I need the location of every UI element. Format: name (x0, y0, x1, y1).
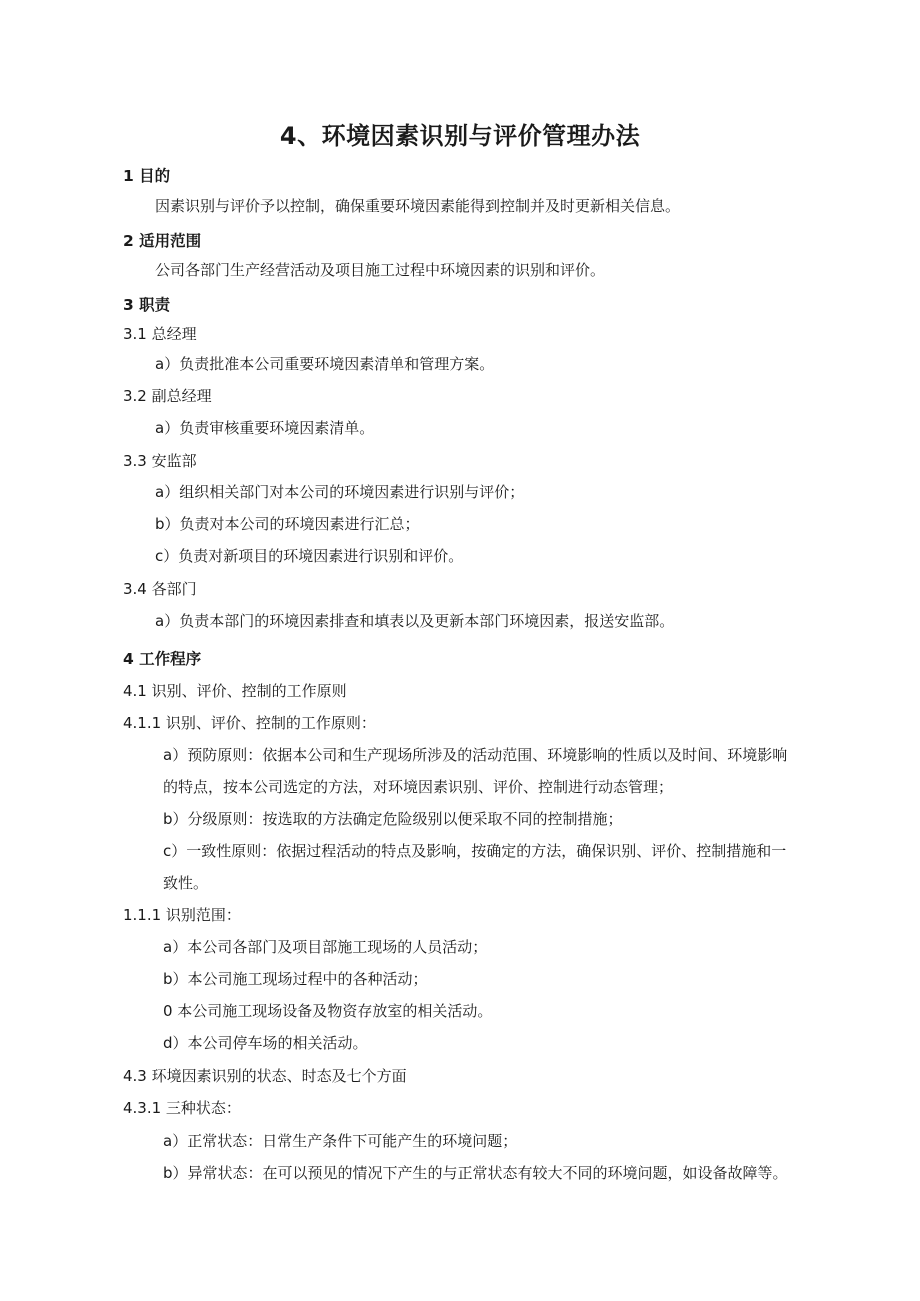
subsection-heading: 1.1.1 识别范围： (123, 906, 241, 924)
subsection-heading: 4.3.1 三种状态： (123, 1099, 241, 1117)
page-title: 4、环境因素识别与评价管理办法 (279, 122, 641, 150)
subsection-heading: 3.3 安监部 (123, 452, 197, 470)
paragraph-line: 的特点，按本公司选定的方法，对环境因素识别、评价、控制进行动态管理； (163, 778, 674, 796)
list-item: a）组织相关部门对本公司的环境因素进行识别与评价； (155, 483, 525, 501)
subsection-heading: 3.2 副总经理 (123, 387, 212, 405)
section-heading-procedure: 4 工作程序 (123, 650, 202, 668)
list-item: a）负责批准本公司重要环境因素清单和管理方案。 (155, 355, 495, 373)
list-item: c）负责对新项目的环境因素进行识别和评价。 (155, 547, 464, 565)
section-heading-responsibilities: 3 职责 (123, 296, 171, 314)
paragraph: 因素识别与评价予以控制，确保重要环境因素能得到控制并及时更新相关信息。 (155, 197, 681, 215)
subsection-heading: 4.1.1 识别、评价、控制的工作原则： (123, 714, 376, 732)
subsection-heading: 3.1 总经理 (123, 325, 197, 343)
section-heading-scope: 2 适用范围 (123, 232, 202, 250)
list-item: a）本公司各部门及项目部施工现场的人员活动； (163, 938, 488, 956)
list-item: a）正常状态：日常生产条件下可能产生的环境问题； (163, 1132, 518, 1150)
list-item: b）负责对本公司的环境因素进行汇总； (155, 515, 420, 533)
list-item: b）异常状态：在可以预见的情况下产生的与正常状态有较大不同的环境问题，如设备故障等。 (163, 1164, 788, 1182)
list-item: a）负责审核重要环境因素清单。 (155, 419, 375, 437)
list-item: b）本公司施工现场过程中的各种活动； (163, 970, 428, 988)
subsection-heading: 4.1 识别、评价、控制的工作原则 (123, 682, 347, 700)
subsection-heading: 3.4 各部门 (123, 580, 197, 598)
paragraph-line: a）预防原则：依据本公司和生产现场所涉及的活动范围、环境影响的性质以及时间、环境影响 (163, 746, 788, 764)
paragraph-line: b）分级原则：按选取的方法确定危险级别以便采取不同的控制措施； (163, 810, 623, 828)
list-item: d）本公司停车场的相关活动。 (163, 1034, 368, 1052)
subsection-heading: 4.3 环境因素识别的状态、时态及七个方面 (123, 1067, 407, 1085)
list-item: 0 本公司施工现场设备及物资存放室的相关活动。 (163, 1002, 493, 1020)
paragraph: 公司各部门生产经营活动及项目施工过程中环境因素的识别和评价。 (155, 261, 606, 279)
list-item: a）负责本部门的环境因素排查和填表以及更新本部门环境因素，报送安监部。 (155, 612, 675, 630)
paragraph-line: c）一致性原则：依据过程活动的特点及影响，按确定的方法，确保识别、评价、控制措施和一 (163, 842, 787, 860)
paragraph-line: 致性。 (163, 874, 209, 892)
section-heading-purpose: 1 目的 (123, 167, 171, 185)
